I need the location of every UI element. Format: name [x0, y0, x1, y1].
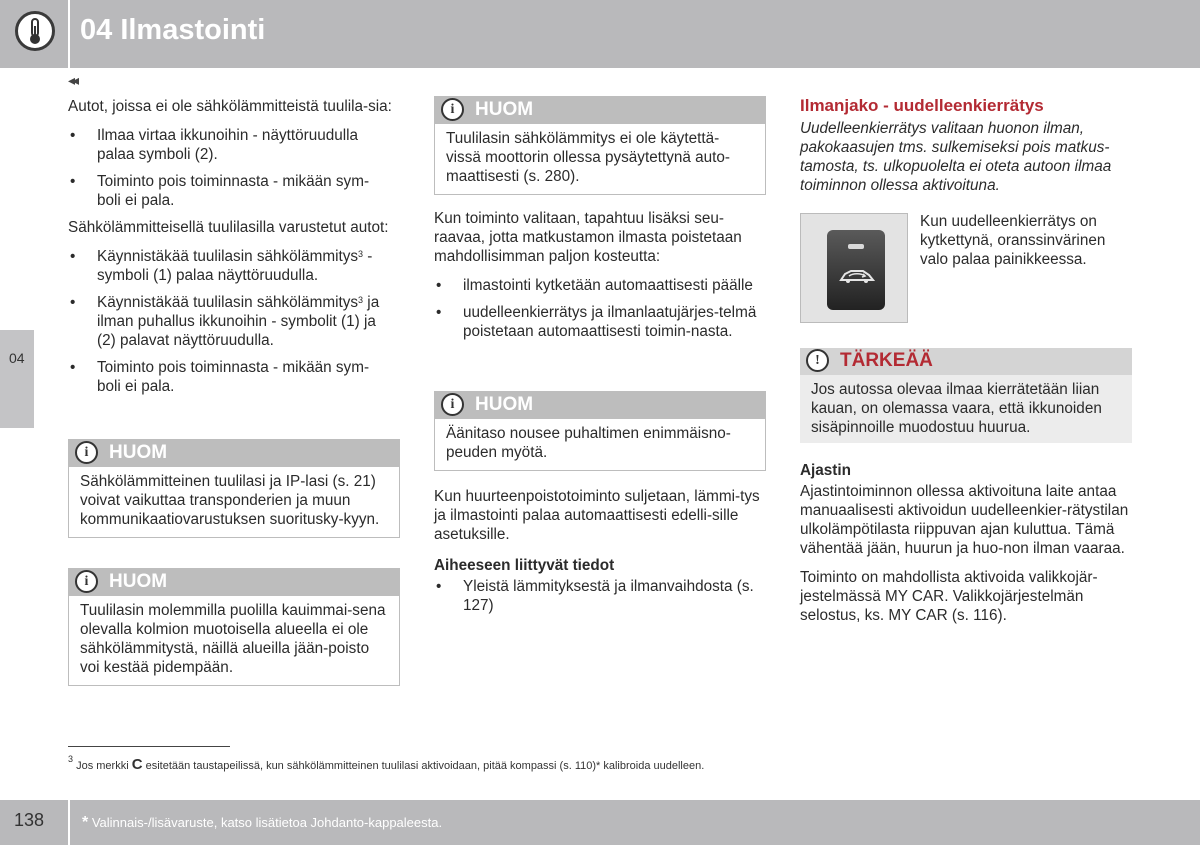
- footnote: [68, 756, 704, 773]
- footnote-ref[interactable]: 3: [358, 295, 364, 305]
- warning-header: [800, 348, 1132, 375]
- info-icon: i: [75, 441, 98, 464]
- thermometer-icon: [15, 11, 55, 51]
- chapter-title: 04 Ilmastointi: [80, 14, 266, 46]
- note-text: Sähkölämmitteinen tuulilasi ja IP-lasi (s. 21) voivat vaikuttaa transponderien ja muun kommunikaatiovarustuksen suoritusky-kyyn.: [80, 473, 380, 528]
- note-header: [69, 569, 399, 596]
- intro-text: Uudelleenkierrätys valitaan huonon ilman, pakokaasujen tms. sulkemiseksi pois matkus-tamosta, ts. ulkopuolelta ei oteta autoon ilmaa toiminnon ollessa aktivoituna.: [800, 120, 1112, 194]
- info-icon: i: [75, 570, 98, 593]
- list-item-text: -symboli (1) palaa näyttöruudulla.: [97, 248, 373, 284]
- footer-note: [82, 814, 442, 832]
- page-footer: [0, 800, 1200, 845]
- page-number: 138: [14, 810, 45, 830]
- recirculation-button: [827, 230, 885, 310]
- warning-box: [800, 348, 1132, 443]
- note-text: Äänitaso nousee puhaltimen enimmäisno-peuden myötä.: [446, 425, 731, 461]
- paragraph: Autot, joissa ei ole sähkölämmitteistä tuulila-sia:: [68, 98, 392, 115]
- note-box: [68, 568, 400, 686]
- asterisk: *: [82, 814, 89, 831]
- chapter-number: 04: [9, 350, 25, 366]
- footnote-text: esitetään taustapeilissä, kun sähkölämmitteinen tuulilasi aktivoidaan, pitää kompassi (s. 110)* kalibroida uudelleen.: [142, 760, 705, 772]
- recirculation-button-image: [800, 213, 908, 323]
- note-label: HUOM: [475, 394, 534, 415]
- column-2: [434, 209, 764, 349]
- footnote-number: 3: [68, 754, 74, 764]
- list-item-text: Käynnistäkää tuulilasin sähkölämmitys: [97, 294, 359, 311]
- note-text: Tuulilasin molemmilla puolilla kauimmai-sena olevalla kolmion muotoisella alueella ei ole sähkölämmitystä, näillä alueilla jään-poisto voi kestää pidempään.: [80, 602, 386, 676]
- paragraph: Ajastintoiminnon ollessa aktivoituna laite antaa manuaalisesti aktivoidun uudelleenkier-rätystilan ulkolämpötilasta riippuvan ajan kuluttua. Tämä vähentää jään, huurun ja huo-non ilman vaaraa.: [800, 483, 1129, 557]
- list-item: [68, 247, 392, 285]
- recirculation-car-icon: [837, 264, 877, 288]
- list-item: • Toiminto pois toiminnasta - mikään sym-boli ei pala.: [68, 358, 392, 396]
- page-header: [0, 0, 1200, 68]
- paragraph: Kun huurteenpoistotoiminto suljetaan, lämmi-tys ja ilmastointi palaa automaattisesti edelli-sille asetuksille.: [434, 488, 760, 543]
- footnote-ref[interactable]: 3: [358, 249, 364, 259]
- note-header: [435, 392, 765, 419]
- column-3: [800, 96, 1132, 205]
- info-icon: i: [441, 98, 464, 121]
- note-label: HUOM: [109, 571, 168, 592]
- image-caption: [920, 212, 1132, 279]
- timer-title: Ajastin: [800, 462, 851, 479]
- info-icon: i: [441, 393, 464, 416]
- column-2-lower: [434, 487, 764, 623]
- list-item-text: Käynnistäkää tuulilasin sähkölämmitys: [97, 248, 359, 265]
- header-divider: [68, 0, 70, 68]
- note-box: [68, 439, 400, 538]
- warning-text: Jos autossa olevaa ilmaa kierrätetään liian kauan, on olemassa vaara, että ikkunoiden sisäpinnoille muodostuu huurua.: [811, 381, 1102, 436]
- compass-symbol: C: [131, 756, 143, 773]
- column-1: [68, 97, 392, 404]
- footnote-text: Jos merkki: [73, 760, 132, 772]
- note-label: HUOM: [475, 99, 534, 120]
- note-box: [434, 391, 766, 471]
- list-item-text: ja ilman puhallus ikkunoihin - symbolit (1) ja (2) palavat näyttöruudulla.: [97, 294, 380, 349]
- list-item: • ilmastointi kytketään automaattisesti päälle: [434, 276, 764, 295]
- footer-divider: [68, 800, 70, 845]
- exclamation-icon: !: [806, 349, 829, 372]
- previous-page-link[interactable]: ◂◂: [68, 72, 77, 88]
- footer-note-text: Valinnais-/lisävaruste, katso lisätietoa Johdanto-kappaleesta.: [88, 815, 443, 830]
- indicator-light: [848, 244, 864, 249]
- list-item: • uudelleenkierrätys ja ilmanlaatujärjes-telmä poistetaan automaattisesti toimin-nasta.: [434, 303, 764, 341]
- list-item: • Toiminto pois toiminnasta - mikään sym-boli ei pala.: [68, 172, 392, 210]
- note-box: [434, 96, 766, 195]
- note-header: [69, 440, 399, 467]
- paragraph: Sähkölämmitteisellä tuulilasilla varustetut autot:: [68, 219, 389, 236]
- paragraph: Toiminto on mahdollista aktivoida valikkojär-jestelmässä MY CAR. Valikkojärjestelmän selostus, ks. MY CAR (s. 116).: [800, 569, 1098, 624]
- note-text: Tuulilasin sähkölämmitys ei ole käytettä-vissä moottorin ollessa pysäytettynä auto-maattisesti (s. 280).: [446, 130, 730, 185]
- related-title: Aiheeseen liittyvät tiedot: [434, 557, 615, 574]
- section-title: Ilmanjako - uudelleenkierrätys: [800, 96, 1044, 115]
- list-item: • Ilmaa virtaa ikkunoihin - näyttöruudulla palaa symboli (2).: [68, 126, 392, 164]
- note-header: [435, 97, 765, 124]
- related-link[interactable]: • Yleistä lämmityksestä ja ilmanvaihdosta (s. 127): [434, 577, 764, 615]
- paragraph: Kun toiminto valitaan, tapahtuu lisäksi seu-raavaa, jotta matkustamon ilmasta poistetaan mahdollisimman paljon kosteutta:: [434, 210, 742, 265]
- timer-section: [800, 461, 1132, 635]
- warning-label: TÄRKEÄÄ: [840, 350, 933, 371]
- footnote-divider: [68, 746, 230, 747]
- caption-text: Kun uudelleenkierrätys on kytkettynä, oranssinvärinen valo palaa painikkeessa.: [920, 213, 1106, 268]
- chapter-side-tab[interactable]: [0, 330, 34, 428]
- list-item: [68, 293, 392, 350]
- note-label: HUOM: [109, 442, 168, 463]
